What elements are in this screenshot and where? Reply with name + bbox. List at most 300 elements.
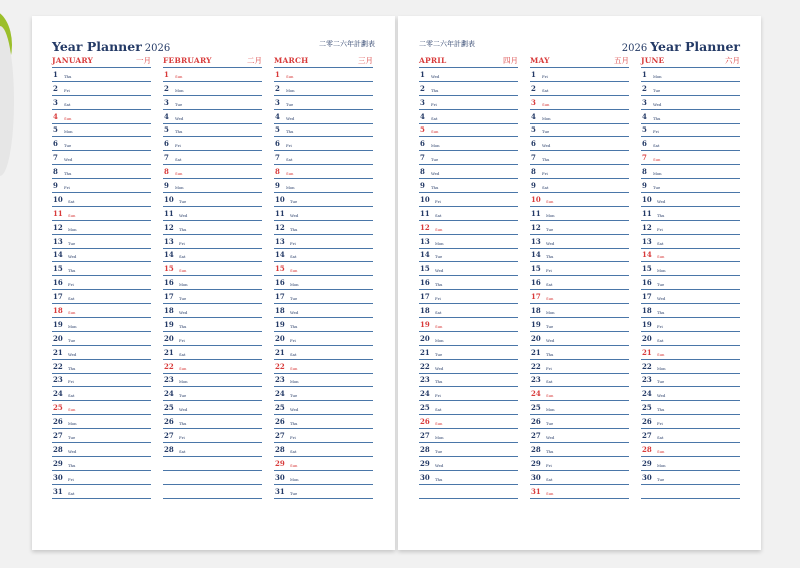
weekday-label: Mon xyxy=(435,240,444,246)
weekday-label: Mon xyxy=(653,171,662,177)
right-page xyxy=(398,16,761,550)
weekday-label: Tue xyxy=(546,226,554,232)
day-number: 10 xyxy=(53,194,63,204)
day-number: 16 xyxy=(164,278,174,288)
day-row xyxy=(163,207,262,221)
empty-row xyxy=(419,485,518,499)
weekday-label: Sat xyxy=(435,407,442,413)
day-row xyxy=(641,457,740,471)
day-number: 6 xyxy=(275,139,280,149)
weekday-label: Sat xyxy=(68,296,75,302)
day-row xyxy=(641,235,740,249)
weekday-label: Sun xyxy=(546,296,554,302)
day-number: 17 xyxy=(53,292,63,302)
day-row xyxy=(274,124,373,138)
page-cjk-title: 二零二六年計劃表 xyxy=(419,40,475,48)
weekday-label: Sun xyxy=(290,365,298,371)
month-name: JUNE xyxy=(641,56,665,65)
weekday-label: Wed xyxy=(657,296,666,302)
day-row xyxy=(530,304,629,318)
weekday-label: Mon xyxy=(546,310,555,316)
day-number: 3 xyxy=(275,97,280,107)
weekday-label: Wed xyxy=(68,351,77,357)
weekday-label: Thu xyxy=(68,268,76,274)
weekday-label: Sat xyxy=(179,448,186,454)
day-number: 11 xyxy=(164,208,174,218)
weekday-label: Sun xyxy=(653,157,661,163)
day-number: 13 xyxy=(53,236,63,246)
weekday-label: Fri xyxy=(653,129,659,135)
day-number: 23 xyxy=(164,375,174,385)
day-number: 10 xyxy=(420,194,430,204)
day-number: 9 xyxy=(53,181,58,191)
day-row xyxy=(274,179,373,193)
day-row xyxy=(641,193,740,207)
day-number: 25 xyxy=(642,403,652,413)
day-row xyxy=(163,401,262,415)
weekday-label: Wed xyxy=(286,115,295,121)
day-row xyxy=(641,276,740,290)
day-row xyxy=(52,124,151,138)
weekday-label: Sun xyxy=(546,198,554,204)
day-row xyxy=(530,137,629,151)
month-column xyxy=(274,54,373,499)
day-number: 12 xyxy=(164,222,174,232)
day-row xyxy=(641,387,740,401)
day-row xyxy=(52,443,151,457)
day-row xyxy=(419,82,518,96)
day-row xyxy=(52,401,151,415)
weekday-label: Sun xyxy=(64,115,72,121)
day-row xyxy=(52,179,151,193)
day-number: 23 xyxy=(531,375,541,385)
weekday-label: Tue xyxy=(175,101,183,107)
month-cjk-name: 三月 xyxy=(358,56,373,65)
day-number: 10 xyxy=(164,194,174,204)
weekday-label: Tue xyxy=(179,296,187,302)
day-number: 29 xyxy=(642,458,652,468)
day-row xyxy=(52,318,151,332)
day-row xyxy=(52,360,151,374)
day-number: 5 xyxy=(642,125,647,135)
day-row xyxy=(530,68,629,82)
day-number: 13 xyxy=(275,236,285,246)
day-row xyxy=(419,124,518,138)
day-row xyxy=(530,360,629,374)
day-row xyxy=(163,332,262,346)
day-number: 25 xyxy=(164,403,174,413)
day-number: 11 xyxy=(275,208,285,218)
weekday-label: Fri xyxy=(657,226,663,232)
weekday-label: Wed xyxy=(431,171,440,177)
day-number: 3 xyxy=(642,97,647,107)
day-row xyxy=(52,207,151,221)
day-number: 23 xyxy=(642,375,652,385)
day-number: 16 xyxy=(642,278,652,288)
day-row xyxy=(274,318,373,332)
day-number: 22 xyxy=(420,361,430,371)
weekday-label: Sun xyxy=(657,254,665,260)
day-number: 26 xyxy=(642,417,652,427)
weekday-label: Sat xyxy=(546,379,553,385)
weekday-label: Mon xyxy=(68,421,77,427)
day-row xyxy=(163,304,262,318)
weekday-label: Mon xyxy=(657,268,666,274)
weekday-label: Mon xyxy=(286,87,295,93)
weekday-label: Mon xyxy=(175,87,184,93)
weekday-label: Sun xyxy=(175,171,183,177)
day-row xyxy=(641,304,740,318)
day-number: 25 xyxy=(420,403,430,413)
day-row xyxy=(274,110,373,124)
weekday-label: Fri xyxy=(68,282,74,288)
weekday-label: Mon xyxy=(68,226,77,232)
weekday-label: Wed xyxy=(175,115,184,121)
weekday-label: Fri xyxy=(290,337,296,343)
day-number: 27 xyxy=(642,431,652,441)
day-number: 26 xyxy=(164,417,174,427)
weekday-label: Sun xyxy=(435,323,443,329)
month-header xyxy=(419,54,518,68)
weekday-label: Sun xyxy=(68,407,76,413)
weekday-label: Tue xyxy=(290,296,298,302)
weekday-label: Thu xyxy=(290,421,298,427)
weekday-label: Wed xyxy=(435,462,444,468)
day-row xyxy=(419,262,518,276)
day-row xyxy=(274,401,373,415)
day-number: 12 xyxy=(531,222,541,232)
day-row xyxy=(419,110,518,124)
day-number: 21 xyxy=(642,347,652,357)
month-column xyxy=(641,54,740,499)
day-row xyxy=(530,443,629,457)
weekday-label: Sat xyxy=(179,351,186,357)
weekday-label: Thu xyxy=(68,462,76,468)
day-row xyxy=(274,96,373,110)
day-row xyxy=(163,151,262,165)
day-number: 16 xyxy=(531,278,541,288)
day-number: 15 xyxy=(420,264,430,274)
weekday-label: Sun xyxy=(546,393,554,399)
weekday-label: Sun xyxy=(68,212,76,218)
day-number: 20 xyxy=(53,333,63,343)
weekday-label: Sat xyxy=(290,448,297,454)
day-number: 26 xyxy=(53,417,63,427)
day-row xyxy=(52,276,151,290)
day-number: 15 xyxy=(164,264,174,274)
day-row xyxy=(530,151,629,165)
day-number: 28 xyxy=(420,444,430,454)
day-row xyxy=(530,318,629,332)
day-number: 14 xyxy=(275,250,285,260)
day-row xyxy=(163,179,262,193)
day-row xyxy=(419,374,518,388)
day-number: 15 xyxy=(53,264,63,274)
weekday-label: Sat xyxy=(290,254,297,260)
day-row xyxy=(530,110,629,124)
day-number: 23 xyxy=(275,375,285,385)
day-number: 2 xyxy=(53,83,58,93)
day-row xyxy=(641,332,740,346)
day-row xyxy=(641,346,740,360)
day-row xyxy=(163,249,262,263)
weekday-label: Mon xyxy=(290,476,299,482)
weekday-label: Tue xyxy=(657,379,665,385)
day-row xyxy=(641,318,740,332)
day-row xyxy=(52,332,151,346)
day-number: 11 xyxy=(642,208,652,218)
weekday-label: Sun xyxy=(175,73,183,79)
day-number: 1 xyxy=(164,69,169,79)
weekday-label: Fri xyxy=(546,268,552,274)
weekday-label: Wed xyxy=(179,407,188,413)
weekday-label: Sat xyxy=(68,198,75,204)
day-row xyxy=(52,82,151,96)
weekday-label: Fri xyxy=(64,185,70,191)
weekday-label: Tue xyxy=(179,198,187,204)
day-row xyxy=(163,96,262,110)
day-number: 18 xyxy=(420,306,430,316)
day-row xyxy=(163,290,262,304)
day-row xyxy=(163,68,262,82)
day-number: 9 xyxy=(275,181,280,191)
day-number: 17 xyxy=(642,292,652,302)
day-number: 21 xyxy=(164,347,174,357)
day-row xyxy=(530,415,629,429)
weekday-label: Sun xyxy=(657,351,665,357)
day-row xyxy=(419,318,518,332)
day-number: 4 xyxy=(275,111,280,121)
day-row xyxy=(419,179,518,193)
weekday-label: Sat xyxy=(286,157,293,163)
day-number: 4 xyxy=(164,111,169,121)
day-number: 3 xyxy=(531,97,536,107)
day-number: 9 xyxy=(642,181,647,191)
weekday-label: Sun xyxy=(286,171,294,177)
weekday-label: Mon xyxy=(657,462,666,468)
month-cjk-name: 五月 xyxy=(614,56,629,65)
weekday-label: Fri xyxy=(179,337,185,343)
day-number: 4 xyxy=(53,111,58,121)
day-row xyxy=(274,151,373,165)
day-number: 15 xyxy=(642,264,652,274)
weekday-label: Fri xyxy=(435,296,441,302)
day-number: 19 xyxy=(164,319,174,329)
day-row xyxy=(641,207,740,221)
day-number: 9 xyxy=(420,181,425,191)
day-row xyxy=(52,415,151,429)
day-row xyxy=(163,262,262,276)
day-row xyxy=(52,110,151,124)
day-number: 13 xyxy=(531,236,541,246)
weekday-label: Thu xyxy=(657,310,665,316)
day-number: 29 xyxy=(531,458,541,468)
weekday-label: Wed xyxy=(546,337,555,343)
weekday-label: Tue xyxy=(290,490,298,496)
day-number: 7 xyxy=(53,153,58,163)
day-number: 24 xyxy=(531,389,541,399)
day-row xyxy=(52,68,151,82)
day-number: 28 xyxy=(164,444,174,454)
day-number: 8 xyxy=(531,167,536,177)
weekday-label: Sat xyxy=(657,240,664,246)
weekday-label: Mon xyxy=(179,379,188,385)
day-number: 2 xyxy=(642,83,647,93)
day-number: 1 xyxy=(642,69,647,79)
day-number: 6 xyxy=(53,139,58,149)
day-number: 10 xyxy=(642,194,652,204)
weekday-label: Thu xyxy=(290,323,298,329)
day-number: 17 xyxy=(420,292,430,302)
day-row xyxy=(530,124,629,138)
day-number: 5 xyxy=(53,125,58,135)
weekday-label: Fri xyxy=(542,73,548,79)
weekday-label: Wed xyxy=(179,212,188,218)
weekday-label: Thu xyxy=(64,73,72,79)
day-number: 1 xyxy=(275,69,280,79)
weekday-label: Wed xyxy=(64,157,73,163)
day-row xyxy=(274,360,373,374)
day-row xyxy=(419,235,518,249)
month-column xyxy=(419,54,518,499)
day-row xyxy=(163,165,262,179)
weekday-label: Fri xyxy=(290,240,296,246)
weekday-label: Thu xyxy=(175,129,183,135)
day-row xyxy=(641,221,740,235)
day-row xyxy=(641,360,740,374)
weekday-label: Thu xyxy=(68,365,76,371)
weekday-label: Tue xyxy=(435,254,443,260)
weekday-label: Tue xyxy=(546,323,554,329)
day-number: 24 xyxy=(642,389,652,399)
day-number: 5 xyxy=(164,125,169,135)
day-number: 28 xyxy=(53,444,63,454)
day-row xyxy=(419,151,518,165)
weekday-label: Thu xyxy=(286,129,294,135)
weekday-label: Fri xyxy=(68,379,74,385)
day-row xyxy=(530,96,629,110)
day-number: 22 xyxy=(275,361,285,371)
day-row xyxy=(419,193,518,207)
day-row xyxy=(641,290,740,304)
day-row xyxy=(274,443,373,457)
day-row xyxy=(419,276,518,290)
day-number: 19 xyxy=(420,319,430,329)
day-number: 24 xyxy=(275,389,285,399)
day-row xyxy=(163,124,262,138)
empty-row xyxy=(163,485,262,499)
day-row xyxy=(530,179,629,193)
month-cjk-name: 四月 xyxy=(503,56,518,65)
weekday-label: Wed xyxy=(290,212,299,218)
empty-row xyxy=(163,457,262,471)
day-number: 30 xyxy=(531,472,541,482)
weekday-label: Sun xyxy=(435,421,443,427)
weekday-label: Fri xyxy=(68,476,74,482)
day-row xyxy=(163,429,262,443)
weekday-label: Sat xyxy=(431,115,438,121)
day-number: 22 xyxy=(53,361,63,371)
day-number: 10 xyxy=(275,194,285,204)
weekday-label: Sat xyxy=(546,282,553,288)
day-number: 23 xyxy=(420,375,430,385)
weekday-label: Sat xyxy=(435,212,442,218)
month-cjk-name: 一月 xyxy=(136,56,151,65)
weekday-label: Thu xyxy=(435,379,443,385)
day-number: 15 xyxy=(275,264,285,274)
day-number: 5 xyxy=(275,125,280,135)
day-row xyxy=(52,262,151,276)
day-number: 4 xyxy=(531,111,536,121)
weekday-label: Tue xyxy=(653,185,661,191)
day-number: 31 xyxy=(531,486,541,496)
day-row xyxy=(419,360,518,374)
day-number: 12 xyxy=(420,222,430,232)
weekday-label: Sun xyxy=(657,448,665,454)
weekday-label: Thu xyxy=(546,448,554,454)
day-number: 8 xyxy=(642,167,647,177)
weekday-label: Sat xyxy=(657,435,664,441)
day-number: 8 xyxy=(420,167,425,177)
day-row xyxy=(530,429,629,443)
weekday-label: Sat xyxy=(290,351,297,357)
day-number: 19 xyxy=(642,319,652,329)
day-row xyxy=(52,165,151,179)
day-number: 11 xyxy=(53,208,63,218)
day-row xyxy=(52,471,151,485)
day-row xyxy=(530,374,629,388)
day-row xyxy=(641,151,740,165)
day-number: 24 xyxy=(164,389,174,399)
day-number: 6 xyxy=(420,139,425,149)
day-row xyxy=(641,124,740,138)
day-row xyxy=(274,346,373,360)
weekday-label: Wed xyxy=(290,407,299,413)
day-number: 7 xyxy=(642,153,647,163)
day-number: 20 xyxy=(275,333,285,343)
weekday-label: Tue xyxy=(68,435,76,441)
month-header xyxy=(52,54,151,68)
weekday-label: Sun xyxy=(290,268,298,274)
day-row xyxy=(274,82,373,96)
weekday-label: Wed xyxy=(435,268,444,274)
day-row xyxy=(419,290,518,304)
weekday-label: Wed xyxy=(68,254,77,260)
day-row xyxy=(274,137,373,151)
day-row xyxy=(163,137,262,151)
weekday-label: Fri xyxy=(546,462,552,468)
day-number: 26 xyxy=(275,417,285,427)
weekday-label: Mon xyxy=(68,323,77,329)
day-number: 25 xyxy=(531,403,541,413)
month-cjk-name: 六月 xyxy=(725,56,740,65)
day-number: 7 xyxy=(275,153,280,163)
weekday-label: Sun xyxy=(286,73,294,79)
day-number: 27 xyxy=(420,431,430,441)
day-row xyxy=(163,360,262,374)
day-number: 22 xyxy=(642,361,652,371)
weekday-label: Tue xyxy=(542,129,550,135)
weekday-label: Thu xyxy=(179,421,187,427)
weekday-label: Fri xyxy=(657,421,663,427)
day-row xyxy=(641,415,740,429)
day-row xyxy=(530,193,629,207)
day-row xyxy=(641,471,740,485)
day-number: 12 xyxy=(275,222,285,232)
weekday-label: Wed xyxy=(546,435,555,441)
day-number: 11 xyxy=(531,208,541,218)
empty-row xyxy=(641,485,740,499)
